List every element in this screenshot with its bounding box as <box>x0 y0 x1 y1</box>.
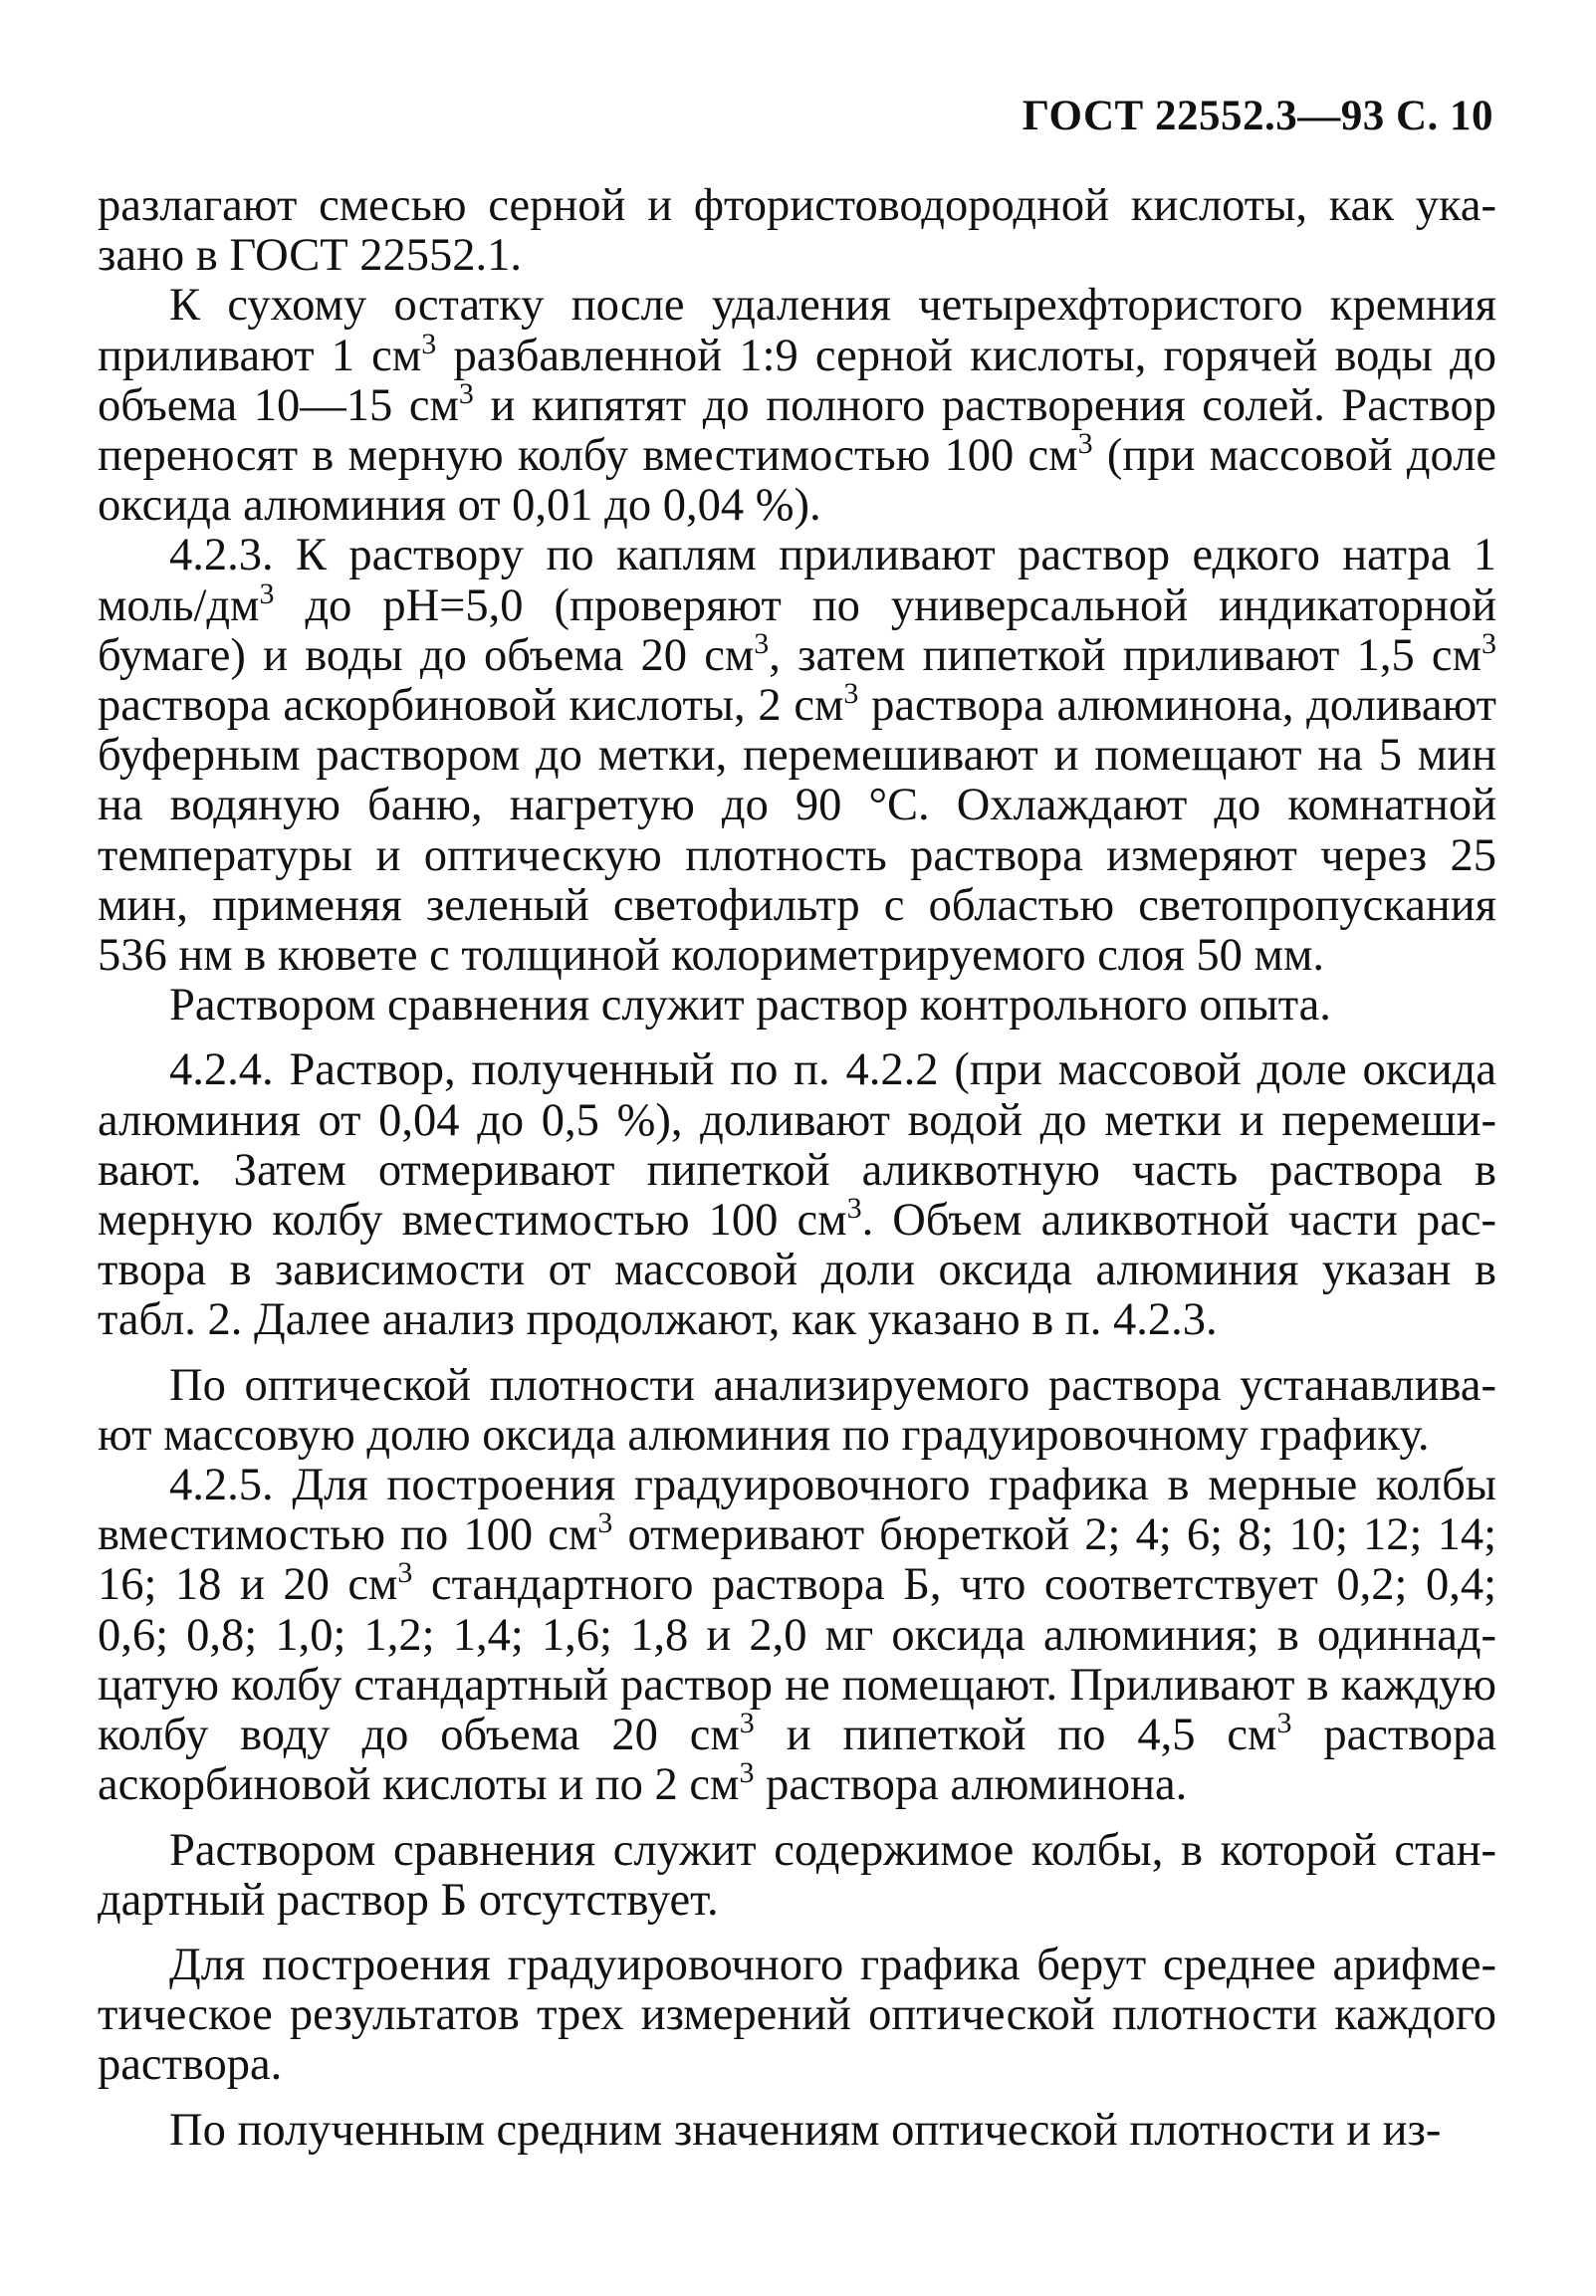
superscript: 3 <box>1482 626 1496 660</box>
superscript: 3 <box>421 327 437 360</box>
text-run: , затем пипеткой приливают 1,5 см <box>769 629 1482 681</box>
text-run: разбавленной 1:9 серной кислоты, горячей воды до объема 10—15 см <box>98 330 1497 431</box>
superscript: 3 <box>1077 427 1093 461</box>
paragraph-reference-solution: Раствором сравнения служит раствор контрольного опыта. <box>169 980 1331 1032</box>
superscript: 3 <box>597 1506 613 1540</box>
paragraph-4-2-3 <box>98 531 1496 981</box>
text-run: и пипеткой по 4,5 см <box>786 1710 1277 1761</box>
superscript: 3 <box>1276 1707 1292 1740</box>
text-run: раствора алюминона, доливают буферным раствором до метки, перемешивают и помещают на 5 мин на водяную баню, нагретую до 90 °С. Охлаждают до комнатной температуры и оптическую плотность раствора измеряют через 25 мин, применяя зеленый светофильтр с областью светопропускания 536 нм в кювете с толщиной колориметрируемого слоя 50 мм. <box>98 680 1496 982</box>
superscript: 3 <box>259 576 275 610</box>
text-run: 4.2.4. Раствор, полученный по п. 4.2.2 (при массовой доле оксида алюминия от 0,04 до 0,5 %), доливают водой до метки и перемешивают. Затем отмеривают пипеткой аликвотную часть раствора в мерную колбу вместимостью 100 см <box>98 1044 1496 1247</box>
text-run: раствора алюминона. <box>766 1759 1188 1811</box>
text-run: 4.2.5. Для построения градуировочного графика в мерные колбы вместимостью по 100 см <box>98 1460 1496 1561</box>
page-header: ГОСТ 22552.3—93 С. 10 <box>1022 93 1493 139</box>
superscript: 3 <box>754 626 770 660</box>
text-run: . Объем аликвотной части раствора в зависимости от массовой доли оксида алюминия указан в табл. 2. Далее анализ продолжают, как указано в п. 4.2.3. <box>98 1195 1496 1346</box>
text-run: стандартного раствора Б, что соответствует 0,2; 0,4; 0,6; 0,8; 1,0; 1,2; 1,4; 1,6; 1,8 и 2,0 мг оксида алюминия; в одиннадцатую колбу стандартный раствор не помещают. Приливают в каждую колбу воду до объема 20 см <box>98 1559 1496 1761</box>
text-run: К сухому остатку после удаления четырехфтористого кремния приливают 1 см <box>98 280 1496 381</box>
paragraph-optical-density: По оптической плотности анализируемого раствора устанавливают массовую долю оксида алюминия по градуировочному графику. <box>98 1359 1496 1461</box>
superscript: 3 <box>739 1756 755 1790</box>
text-run: раствора аскорбиновой кислоты и по 2 см <box>98 1710 1497 1811</box>
paragraph-final-line: По полученным средним значениям оптической плотности и из- <box>169 2104 1442 2156</box>
superscript: 3 <box>397 1556 413 1590</box>
text-run: раствора аскорбиновой кислоты, 2 см <box>98 680 844 732</box>
superscript: 3 <box>846 1192 862 1226</box>
paragraph-continuation: разлагают смесью серной и фтористоводородной кислоты, как указано в ГОСТ 22552.1. <box>98 180 1496 282</box>
paragraph-arithmetic-mean: Для построения градуировочного графика берут среднее арифметическое результатов трех измерений оптической плотности каждого раствора. <box>98 1939 1496 2091</box>
superscript: 3 <box>843 677 859 711</box>
paragraph-reference-flask: Раствором сравнения служит содержимое колбы, в которой стандартный раствор Б отсутствует. <box>98 1824 1496 1926</box>
superscript: 3 <box>458 376 474 410</box>
paragraph-4-2-4 <box>98 1045 1496 1345</box>
text-run: (при массовой доле оксида алюминия от 0,01 до 0,04 %). <box>98 430 1496 532</box>
document-body <box>98 181 1496 2156</box>
paragraph-dry-residue <box>98 281 1496 531</box>
text-run: 4.2.3. К раствору по каплям приливают раствор едкого натра 1 моль/дм <box>98 530 1496 631</box>
text-run: и кипятят до полного растворения солей. Раствор переносят в мерную колбу вместимостью 100 см <box>98 379 1497 482</box>
paragraph-4-2-5 <box>98 1461 1496 1810</box>
superscript: 3 <box>739 1707 755 1740</box>
text-run: до рН=5,0 (проверяют по универсальной индикаторной бумаге) и воды до объема 20 см <box>98 579 1496 681</box>
text-run: отмеривают бюреткой 2; 4; 6; 8; 10; 12; 14; 16; 18 и 20 см <box>98 1509 1496 1611</box>
